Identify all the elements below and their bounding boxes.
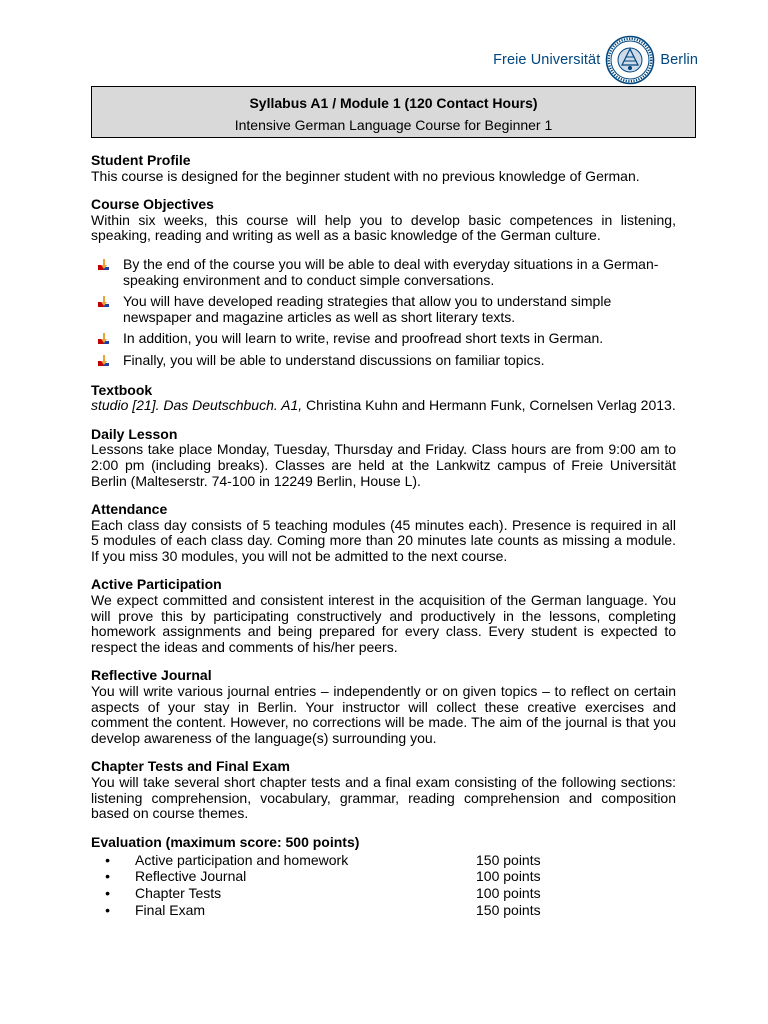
page-subtitle: Intensive German Language Course for Beginner 1 bbox=[234, 117, 553, 133]
bullet-dot-icon bbox=[91, 853, 135, 869]
textbook-text bbox=[91, 398, 676, 414]
attendance-heading: Attendance bbox=[91, 501, 168, 518]
objective-text: Finally, you will be able to understand discussions on familiar topics. bbox=[123, 351, 545, 368]
list-item bbox=[91, 331, 676, 347]
attendance-section bbox=[91, 502, 676, 564]
evaluation-label: Chapter Tests bbox=[135, 885, 222, 902]
university-logo bbox=[493, 34, 698, 86]
tests-section bbox=[91, 759, 676, 821]
evaluation-list bbox=[91, 852, 676, 918]
daily-lesson-text: Lessons take place Monday, Tuesday, Thursday and Friday. Class hours are from 9:00 am to 2:00 pm (including breaks). Classes are held at the Lankwitz campus of Freie Universität Berlin (Malteserstr. 74-100 in 12249 Berlin, House L). bbox=[91, 441, 676, 489]
evaluation-points: 100 points bbox=[476, 885, 541, 902]
evaluation-label: Reflective Journal bbox=[135, 868, 247, 885]
bullet-dot-icon bbox=[91, 886, 135, 902]
reflective-journal-text: You will write various journal entries – independently or on given topics – to reflect on certain aspects of your stay in Berlin. Your instructor will collect these creative exercises and comment the content. However, no corrections will be made. The aim of the journal is that you develop awareness of the language(s) surrounding you. bbox=[91, 683, 676, 746]
evaluation-row bbox=[91, 886, 676, 903]
reflective-journal-section bbox=[91, 668, 676, 746]
list-item bbox=[91, 294, 676, 325]
course-objectives-heading: Course Objectives bbox=[91, 196, 214, 213]
list-item bbox=[91, 353, 676, 369]
evaluation-row bbox=[91, 902, 676, 919]
arrow-down-bullet-icon bbox=[97, 354, 111, 368]
evaluation-points: 100 points bbox=[476, 868, 541, 885]
syllabus-content bbox=[91, 153, 676, 932]
textbook-section bbox=[91, 383, 676, 414]
arrow-down-bullet-icon bbox=[97, 332, 111, 346]
objective-text: You will have developed reading strategies that allow you to understand simple newspaper and magazine articles as well as short literary texts. bbox=[123, 293, 612, 325]
evaluation-row bbox=[91, 852, 676, 869]
objective-text: By the end of the course you will be able to deal with everyday situations in a German-speaking environment and to conduct simple conversations. bbox=[123, 255, 659, 288]
active-participation-heading: Active Participation bbox=[91, 576, 222, 593]
university-seal-icon bbox=[605, 35, 655, 85]
tests-heading: Chapter Tests and Final Exam bbox=[91, 758, 290, 775]
arrow-down-bullet-icon bbox=[97, 258, 111, 272]
student-profile-heading: Student Profile bbox=[91, 152, 191, 168]
list-item bbox=[91, 257, 676, 288]
objective-text: In addition, you will learn to write, revise and proofread short texts in German. bbox=[123, 330, 604, 347]
textbook-title: studio [21]. Das Deutschbuch. A1, bbox=[91, 397, 303, 414]
course-objectives-section bbox=[91, 197, 676, 368]
page-title: Syllabus A1 / Module 1 (120 Contact Hours) bbox=[249, 95, 538, 111]
textbook-authors: Christina Kuhn and Hermann Funk, Cornelsen Verlag 2013. bbox=[302, 397, 676, 414]
evaluation-points: 150 points bbox=[476, 901, 541, 918]
logo-text-left: Freie Universität bbox=[493, 51, 601, 68]
objectives-list bbox=[91, 257, 676, 369]
evaluation-heading: Evaluation (maximum score: 500 points) bbox=[91, 833, 360, 850]
daily-lesson-heading: Daily Lesson bbox=[91, 425, 178, 442]
attendance-text: Each class day consists of 5 teaching modules (45 minutes each). Presence is required in all 5 modules of each class day. Coming more than 20 minutes late counts as missing a module. If you miss 30 modules, you will not be admitted to the next course. bbox=[91, 516, 676, 564]
evaluation-label: Active participation and homework bbox=[135, 851, 349, 868]
title-box bbox=[91, 86, 696, 138]
student-profile-text: This course is designed for the beginner student with no previous knowledge of German. bbox=[91, 167, 640, 184]
logo-text-right: Berlin bbox=[660, 51, 698, 68]
active-participation-text: We expect committed and consistent interest in the acquisition of the German language. You will prove this by participating constructively and productively in the lessons, completing homework assignments and being prepared for every class. Every student is expected to respect the ideas and comments of his/her peers. bbox=[91, 592, 676, 655]
arrow-down-bullet-icon bbox=[97, 295, 111, 309]
evaluation-points: 150 points bbox=[476, 851, 541, 868]
evaluation-row bbox=[91, 869, 676, 886]
textbook-heading: Textbook bbox=[91, 381, 153, 398]
reflective-journal-heading: Reflective Journal bbox=[91, 667, 212, 684]
tests-text: You will take several short chapter tests and a final exam consisting of the following sections: listening comprehension, vocabulary, grammar, reading comprehension and composition based on course themes. bbox=[91, 774, 676, 822]
student-profile-section bbox=[91, 153, 676, 184]
bullet-dot-icon bbox=[91, 903, 135, 919]
evaluation-label: Final Exam bbox=[135, 901, 206, 918]
bullet-dot-icon bbox=[91, 869, 135, 885]
evaluation-section bbox=[91, 835, 676, 919]
daily-lesson-section bbox=[91, 427, 676, 489]
active-participation-section bbox=[91, 577, 676, 655]
course-objectives-text: Within six weeks, this course will help you to develop basic competences in listening, speaking, reading and writing as well as a basic knowledge of the German culture. bbox=[91, 211, 676, 244]
